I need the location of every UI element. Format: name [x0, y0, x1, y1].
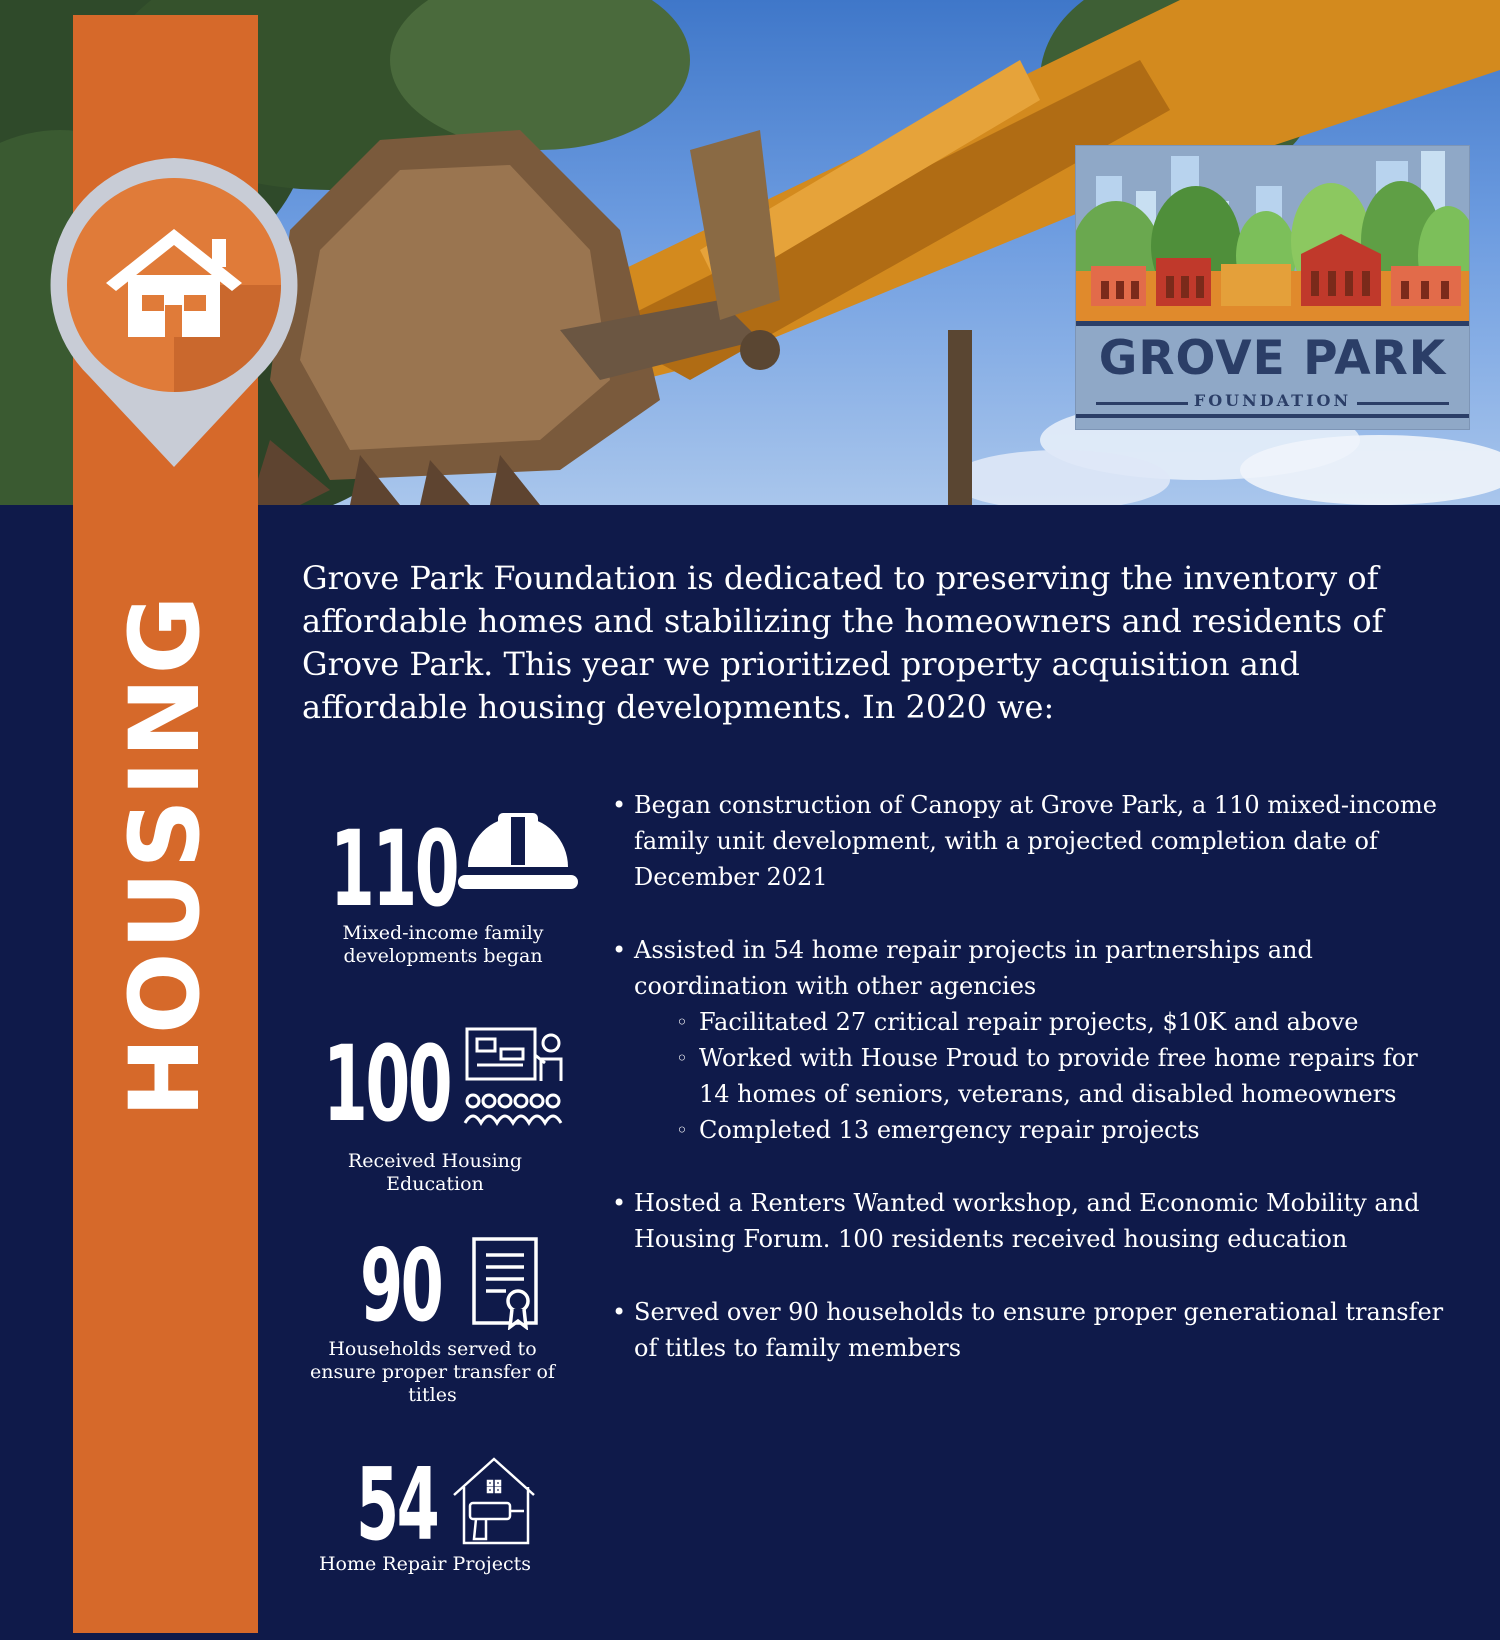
- stat-value: 110: [330, 808, 458, 930]
- logo-title: GROVE PARK: [1098, 331, 1447, 386]
- hard-hat-icon: [456, 805, 581, 895]
- sub-list-item: ◦ Facilitated 27 critical repair projects, $10K and above: [679, 1004, 1452, 1040]
- list-item: [612, 932, 1452, 1148]
- list-item: • Hosted a Renters Wanted workshop, and Economic Mobility and Housing Forum. 100 residents received housing education: [612, 1185, 1452, 1257]
- house-drill-icon: [450, 1455, 538, 1547]
- stat-value: 90: [360, 1227, 442, 1344]
- stat-label: Home Repair Projects: [318, 1553, 531, 1575]
- sub-list-item: ◦ Completed 13 emergency repair projects: [679, 1112, 1452, 1148]
- stat-value: 54: [356, 1446, 438, 1563]
- list-item: • Began construction of Canopy at Grove Park, a 110 mixed-income family unit development, with a projected completion date of December 2021: [612, 787, 1452, 895]
- logo-subtitle: FOUNDATION: [1188, 391, 1357, 410]
- accomplishments-list: [612, 787, 1452, 1403]
- sub-list-item: ◦ Worked with House Proud to provide free home repairs for 14 homes of seniors, veterans, and disabled homeowners: [679, 1040, 1452, 1112]
- logo-rule-bottom: [1076, 414, 1469, 418]
- stat-label: Received Housing Education: [347, 1150, 523, 1195]
- list-item-text: Assisted in 54 home repair projects in partnerships and coordination with other agencies: [634, 936, 1313, 1000]
- intro-paragraph: Grove Park Foundation is dedicated to preserving the inventory of affordable homes and stabilizing the homeowners and residents of Grove Park. This year we prioritized property acquisition and affordable housing developments. In 2020 we:: [302, 559, 1384, 726]
- list-item: • Served over 90 households to ensure proper generational transfer of titles to family members: [612, 1294, 1452, 1366]
- stat-label: Mixed-income family developments began: [342, 922, 544, 967]
- skyline-graphic: [1076, 146, 1469, 331]
- stat-label: Households served to ensure proper transfer of titles: [310, 1338, 555, 1406]
- house-pin-icon: [44, 155, 304, 470]
- presentation-audience-icon: [463, 1025, 575, 1130]
- section-title: HOUSING: [109, 592, 221, 1118]
- grove-park-logo: [1075, 145, 1470, 430]
- sub-list: [634, 1004, 1452, 1148]
- stat-value: 100: [323, 1023, 451, 1145]
- certificate-document-icon: [470, 1235, 542, 1330]
